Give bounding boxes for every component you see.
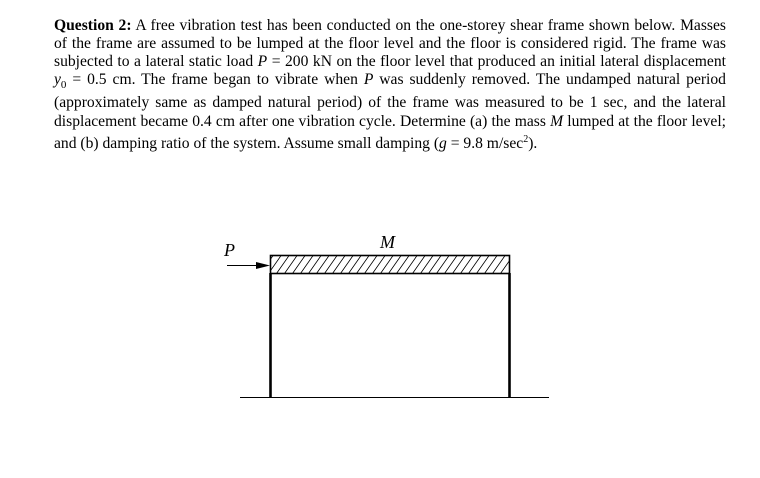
- floor-slab: [240, 256, 540, 274]
- gravity-symbol: g: [439, 134, 447, 152]
- question-heading: Question 2:: [54, 17, 132, 34]
- load-value: = 200 kN on the floor level that produced an initial lateral displacement: [267, 53, 726, 71]
- load-symbol-2: P: [363, 71, 374, 89]
- load-symbol: P: [257, 53, 268, 71]
- question-body-3: lumped at the floor level; and (b) damping ratio of the system. Assume small damping (: [54, 112, 726, 152]
- displacement-subscript: 0: [60, 79, 67, 92]
- displacement-value: = 0.5 cm. The frame began to vibrate when: [66, 71, 364, 89]
- gravity-value: = 9.8 m/sec: [446, 134, 524, 152]
- question-body-2: was suddenly removed. The undamped natural period (approximately same as damped natural period) of the frame was measured to be 1 sec, and the lateral displacement became 0.4 cm after one vibration cycle. Determine (a) the mass: [54, 71, 726, 130]
- mass-symbol: M: [550, 112, 564, 130]
- question-body-1: A free vibration test has been conducted on the one-storey shear frame shown below. Masses of the frame are assumed to be lumped at the floor level and the floor is considered rigid. The frame was subjected to a lateral static load: [54, 17, 726, 71]
- question-body-end: ).: [528, 134, 538, 152]
- displacement-symbol: y: [54, 71, 61, 89]
- mass-label: M: [380, 232, 395, 252]
- gravity-exponent: 2: [523, 133, 529, 145]
- load-arrow: [227, 262, 270, 269]
- load-label: P: [224, 240, 235, 260]
